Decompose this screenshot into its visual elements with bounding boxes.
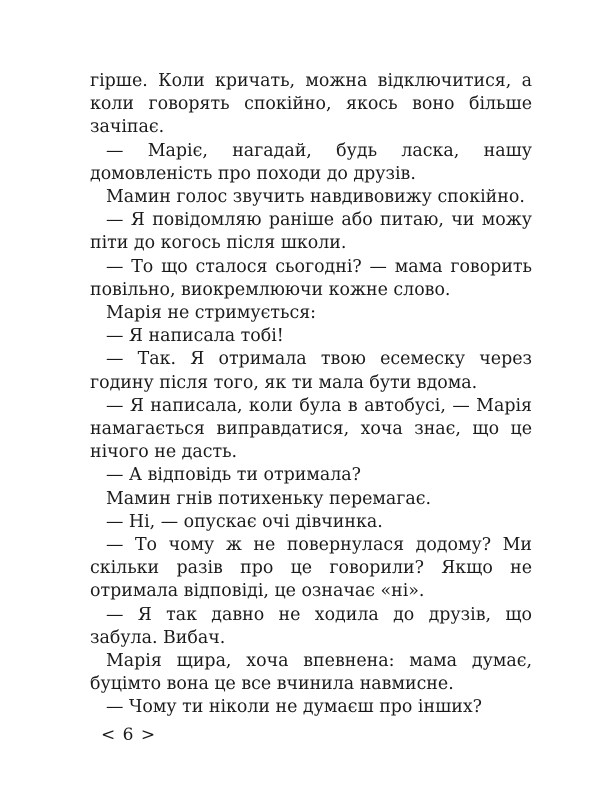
paragraph: — Ні, — опускає очі дівчинка. <box>106 511 383 532</box>
paragraph: — Я написала, коли була в автобусі, — Марія намагається виправдатися, хоча знає, що це нічого не дасть. <box>90 395 532 463</box>
paragraph: — Маріє, нагадай, будь ласка, нашу домовленість про походи до друзів. <box>90 140 532 184</box>
paragraph: — Я повідомляю раніше або питаю, чи можу піти до когось після школи. <box>90 210 532 254</box>
paragraph: Мамин голос звучить навдивовижу спокійно. <box>106 187 525 208</box>
paragraph: Марія не стримується: <box>106 303 317 324</box>
paragraph: — Так. Я отримала твою есемеску через годину після того, як ти мала бути вдома. <box>90 349 532 393</box>
paragraph: Мамин гнів потихеньку перемагає. <box>106 488 432 509</box>
paragraph: Марія щира, хоча впевнена: мама думає, буцімто вона це все вчинила навмисне. <box>90 651 532 695</box>
paragraph: — А відповідь ти отримала? <box>106 465 361 486</box>
paragraph: — То чому ж не повернулася додому? Ми скільки разів про це говорили? Якщо не отримала відповіді, це означає «ні». <box>90 535 532 602</box>
paragraph: — То що сталося сьогодні? — мама говорить повільно, виокремлюючи кожне слово. <box>90 256 532 300</box>
paragraph: — Я написала тобі! <box>106 326 284 347</box>
paragraph: — Я так давно не ходила до друзів, що забула. Вибач. <box>90 604 532 648</box>
paragraph: — Чому ти ніколи не думаєш про інших? <box>106 697 482 718</box>
page-number: < 6 > <box>101 725 157 745</box>
body-text <box>90 70 532 720</box>
paragraph: гірше. Коли кричать, можна відключитися, а коли говорять спокійно, якось воно більше зачіпає. <box>90 71 532 138</box>
